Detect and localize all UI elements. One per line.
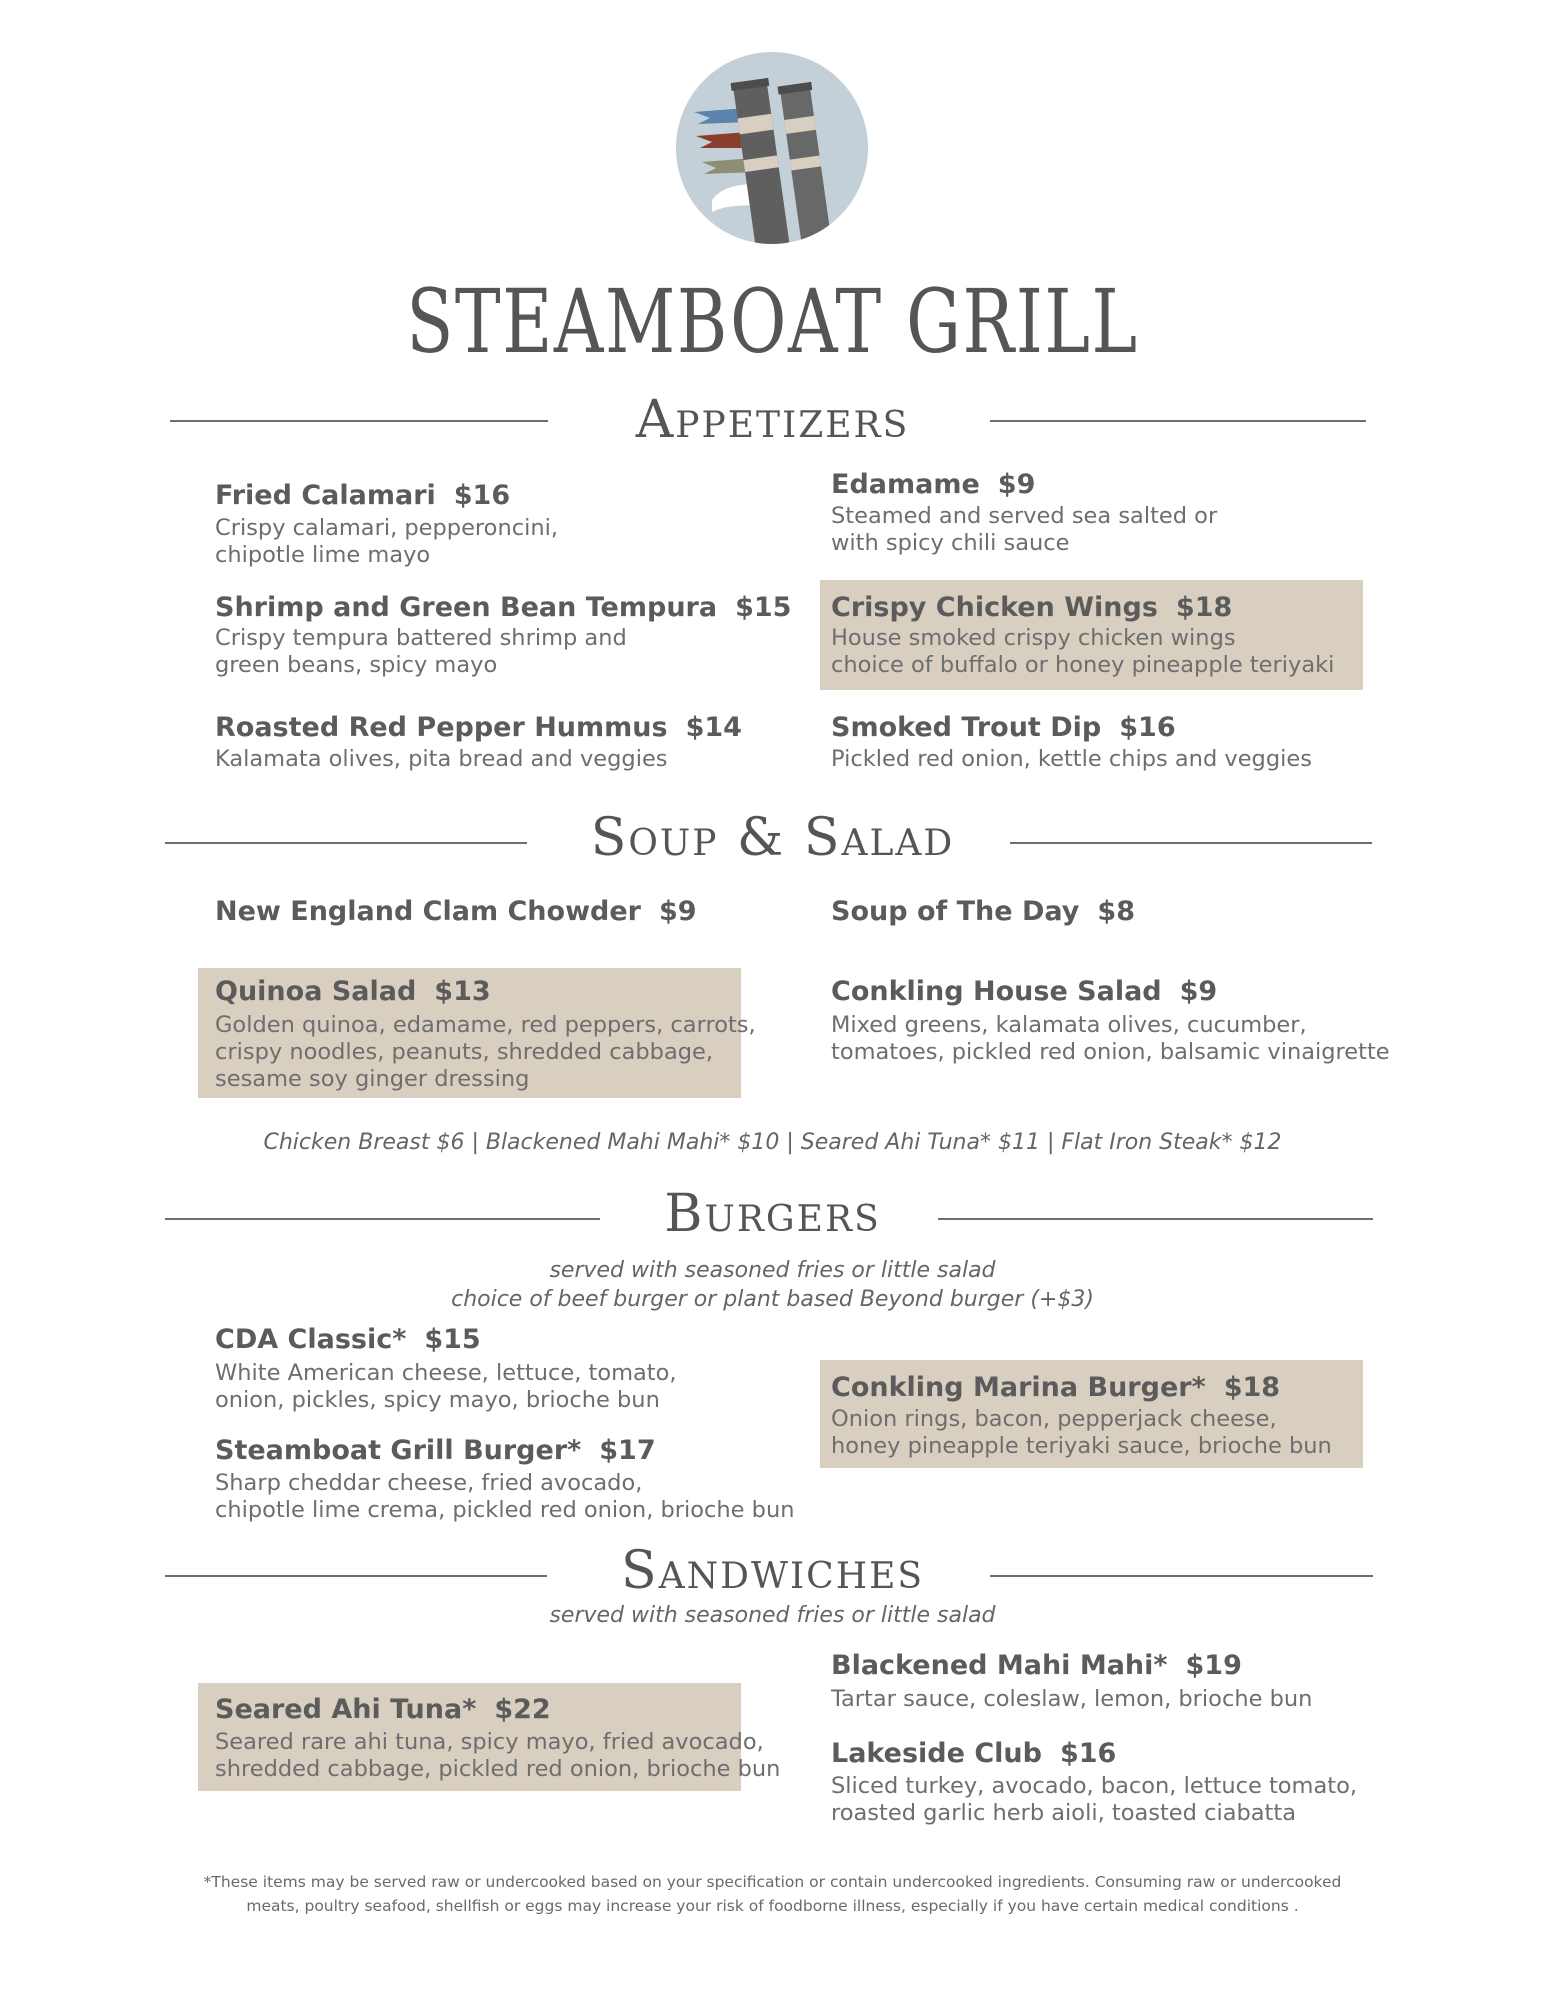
menu-item-desc: Onion rings, bacon, pepperjack cheese, honey pineapple teriyaki sauce, brioche bun [831, 1406, 1332, 1459]
menu-item-desc: Sharp cheddar cheese, fried avocado, chipotle lime crema, pickled red onion, brioche bun [215, 1470, 795, 1523]
menu-item-desc: Steamed and served sea salted or with spicy chili sauce [831, 503, 1218, 556]
menu-item-name: Soup of The Day $8 [831, 896, 1135, 927]
menu-item-name: Quinoa Salad $13 [215, 976, 491, 1007]
menu-item-name: Roasted Red Pepper Hummus $14 [215, 712, 742, 743]
menu-item-desc: Sliced turkey, avocado, bacon, lettuce tomato, roasted garlic herb aioli, toasted ciabatta [831, 1773, 1358, 1826]
menu-item-name: Lakeside Club $16 [831, 1738, 1117, 1769]
menu-item-name: Crispy Chicken Wings $18 [831, 592, 1233, 623]
menu-item-desc: House smoked crispy chicken wings choice of buffalo or honey pineapple teriyaki [831, 625, 1335, 678]
menu-item-desc: Golden quinoa, edamame, red peppers, carrots, crispy noodles, peanuts, shredded cabbage, sesame soy ginger dressing [215, 1012, 756, 1092]
salad-addons: Chicken Breast $6 | Blackened Mahi Mahi* $10 | Seared Ahi Tuna* $11 | Flat Iron Steak* $12 [263, 1130, 1282, 1155]
food-safety-disclaimer: *These items may be served raw or undercooked based on your specification or contain undercooked ingredients. Consuming raw or undercooked meats, poultry seafood, shellfish or eggs may increase your risk of foodborne illness, especially if you have certain medical conditions . [203, 1873, 1342, 1915]
burgers-note: served with seasoned fries or little salad [549, 1258, 996, 1283]
soup-salad-title: Soup & Salad [590, 808, 955, 868]
menu-item-desc: Tartar sauce, coleslaw, lemon, brioche bun [831, 1686, 1313, 1712]
menu-item-name: CDA Classic* $15 [215, 1324, 481, 1355]
steamboat-logo-icon [676, 52, 868, 244]
restaurant-name: STEAMBOAT GRILL [406, 270, 1139, 373]
menu-item-name: Shrimp and Green Bean Tempura $15 [215, 592, 792, 623]
menu-item-desc: Seared rare ahi tuna, spicy mayo, fried avocado, shredded cabbage, pickled red onion, brioche bun [215, 1729, 781, 1782]
menu-item-name: Edamame $9 [831, 469, 1036, 500]
menu-item-name: Blackened Mahi Mahi* $19 [831, 1650, 1242, 1681]
menu-item-name: Seared Ahi Tuna* $22 [215, 1694, 551, 1725]
menu-item-desc: Pickled red onion, kettle chips and veggies [831, 746, 1312, 772]
appetizers-title: Appetizers [635, 390, 910, 450]
menu-item-desc: Mixed greens, kalamata olives, cucumber, tomatoes, pickled red onion, balsamic vinaigrette [831, 1012, 1390, 1065]
menu-item-desc: White American cheese, lettuce, tomato, onion, pickles, spicy mayo, brioche bun [215, 1360, 677, 1413]
menu-item-desc: Crispy tempura battered shrimp and green beans, spicy mayo [215, 625, 627, 678]
menu-item-name: Smoked Trout Dip $16 [831, 712, 1176, 743]
menu-item-name: Conkling Marina Burger* $18 [831, 1372, 1281, 1403]
menu-item-name: Fried Calamari $16 [215, 480, 511, 511]
burgers-note: choice of beef burger or plant based Beyond burger (+$3) [451, 1287, 1094, 1312]
menu-item-desc: Crispy calamari, pepperoncini, chipotle lime mayo [215, 515, 558, 568]
sandwiches-note: served with seasoned fries or little salad [549, 1603, 996, 1628]
sandwiches-title: Sandwiches [620, 1541, 925, 1601]
menu-item-name: Steamboat Grill Burger* $17 [215, 1435, 656, 1466]
burgers-title: Burgers [664, 1184, 881, 1244]
menu-item-name: Conkling House Salad $9 [831, 976, 1218, 1007]
menu-item-name: New England Clam Chowder $9 [215, 896, 697, 927]
menu-item-desc: Kalamata olives, pita bread and veggies [215, 746, 668, 772]
